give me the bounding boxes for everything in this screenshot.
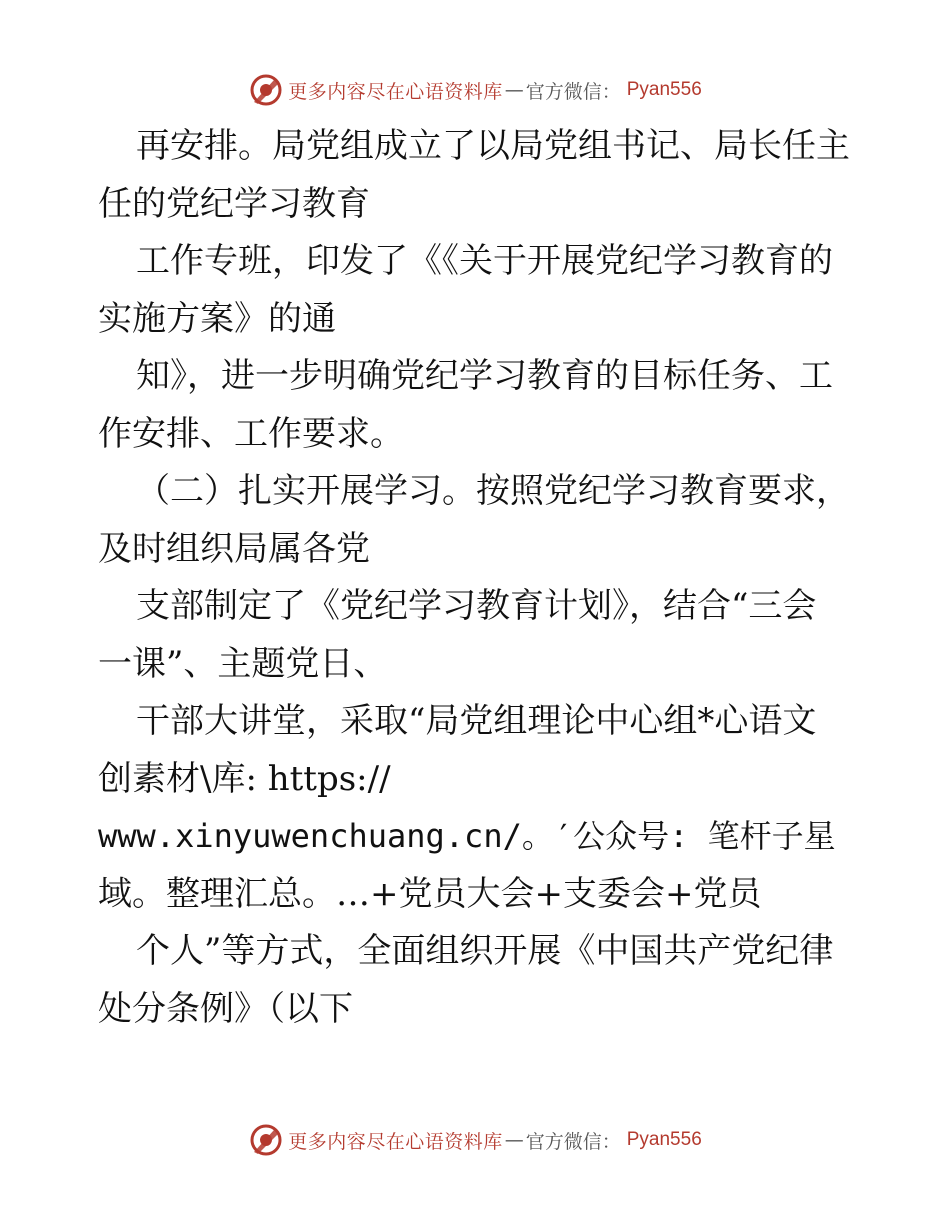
body-line: 处分条例》（以下	[98, 988, 353, 1029]
banner-wechat-id: Pyan556	[626, 1129, 702, 1150]
footer-banner	[0, 1122, 950, 1158]
body-line: 任的党纪学习教育	[98, 183, 370, 224]
brand-logo-icon	[248, 1122, 284, 1158]
document-body	[98, 118, 888, 1038]
body-line: 个人”等方式，全面组织开展《中国共产党纪律	[136, 931, 834, 971]
body-line: 实施方案》的通	[98, 298, 336, 339]
brand-logo-icon	[248, 72, 284, 108]
banner-main-text: 更多内容尽在心语资料库	[288, 80, 503, 103]
body-line: 知》，进一步明确党纪学习教育的目标任务、工	[136, 356, 833, 396]
body-line: 作安排、工作要求。	[98, 413, 404, 454]
body-line: 支部制定了《党纪学习教育计划》，结合“三会	[136, 586, 817, 626]
body-line: 创素材\库: https://	[98, 758, 391, 799]
banner-main-text: 更多内容尽在心语资料库	[288, 1130, 503, 1153]
banner-wechat-id: Pyan556	[626, 79, 702, 100]
banner-label: 官方微信：	[525, 80, 621, 103]
banner-dash: —	[504, 1129, 524, 1151]
body-line: 再安排。局党组成立了以局党组书记、局长任主	[136, 126, 850, 166]
body-line: 及时组织局属各党	[98, 528, 370, 569]
body-line: 工作专班，印发了《《关于开展党纪学习教育的	[136, 241, 833, 281]
body-line: 干部大讲堂，采取“局党组理论中心组*心语文	[136, 701, 817, 741]
banner-label: 官方微信：	[525, 1130, 621, 1153]
body-line: 域。整理汇总。…+党员大会+支委会+党员	[98, 873, 762, 914]
body-line: www.xinyuwenchuang.cn/。′公众号: 笔杆子星	[98, 817, 836, 855]
banner-dash: —	[504, 79, 524, 101]
header-banner	[0, 72, 950, 108]
body-line: （二）扎实开展学习。按照党纪学习教育要求，	[136, 471, 850, 511]
body-line: 一课”、主题党日、	[98, 643, 388, 684]
